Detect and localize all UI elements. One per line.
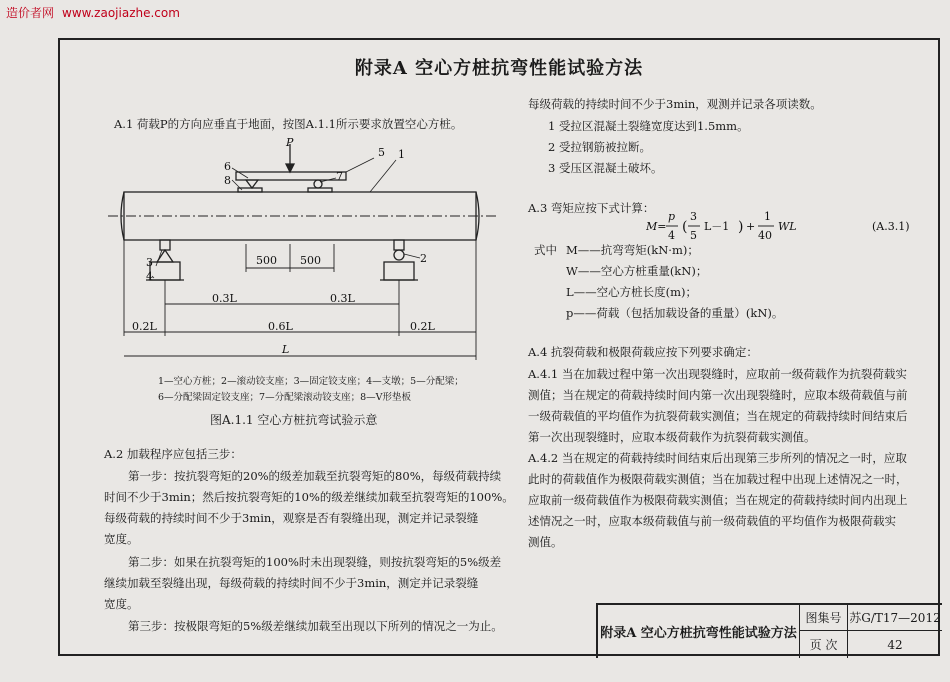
- legend-line-1: 1—空心方桩；2—滚动铰支座；3—固定铰支座；4—支墩；5—分配梁；: [158, 376, 464, 387]
- right-pier: [384, 262, 414, 280]
- label-2: 2: [420, 252, 427, 265]
- label-8: 8: [224, 174, 231, 187]
- atlas-label: 图集号: [800, 605, 848, 631]
- clause-a42: A.4.2 当在规定的荷载持续时间结束后出现第三步所列的情况之一时，应取 此时的荷载值作为极限荷载实测值；当在加载过程中出现上述情况之一时， 应取前一级荷载值作为极限荷载实测值；当在规定的荷载持续时间内出现上 述情况之一时，应取本级荷载值与前一级荷载值的平均值作为极限荷载实 测值。: [528, 451, 908, 549]
- v-shim-right: [308, 188, 332, 192]
- step-2: 第二步：如果在抗裂弯矩的100%时未出现裂缝，则按抗裂弯矩的5%级差 继续加载至裂缝出现，每级荷载的持续时间不少于3min，测定并记录裂缝 宽度。: [104, 555, 502, 611]
- step-1: 第一步：按抗裂弯矩的20%的级差加载至抗裂弯矩的80%，每级荷载持续 时间不少于3min；然后按抗裂弯矩的10%的级差继续加载至抗裂弯矩的100%。 每级荷载的持续时间不少于3min，观察是否有裂缝出现，测定并记录裂缝 宽度。: [104, 469, 514, 546]
- label-3: 3: [146, 256, 153, 269]
- svg-text:+: +: [746, 220, 756, 233]
- clause-a3: A.3 弯矩应按下式计算：: [528, 201, 655, 215]
- page-label: 页 次: [800, 631, 848, 658]
- beam-roller-support: [314, 180, 322, 188]
- label-p: P: [286, 136, 294, 149]
- right-plate: [394, 240, 404, 250]
- svg-text:5: 5: [690, 229, 697, 242]
- dim-0.3l-right: 0.3L: [330, 292, 355, 305]
- title-block: [596, 603, 942, 658]
- step-3: 第三步：按极限弯矩的5%级差继续加载至出现以下所列的情况之一为止。: [128, 619, 503, 633]
- beam-fixed-support: [246, 180, 258, 188]
- legend-line-2: 6—分配梁固定铰支座；7—分配梁滚动铰支座；8—V形垫板: [158, 392, 411, 403]
- watermark-url: www.zaojiazhe.com: [62, 6, 180, 20]
- dim-l: L: [282, 343, 290, 356]
- clause-a41: A.4.1 当在加载过程中第一次出现裂缝时，应取前一级荷载作为抗裂荷载实 测值；当在规定的荷载持续时间内第一次出现裂缝时，应取本级荷载值与前 一级荷载值的平均值作为抗裂荷载实测值；当在规定的荷载持续时间结束后 第一次出现裂缝时，应取本级荷载作为抗裂荷载实测值。: [528, 367, 908, 444]
- clause-a1: A.1 荷载P的方向应垂直于地面，按图A.1.1所示要求放置空心方桩。: [114, 117, 463, 131]
- title-block-caption: 附录A 空心方桩抗弯性能试验方法: [598, 605, 800, 658]
- svg-text:(: (: [682, 219, 688, 235]
- watermark-site: 造价者网: [6, 6, 55, 20]
- dim-0.2l-right: 0.2L: [410, 320, 435, 333]
- label-1: 1: [398, 148, 405, 161]
- where-label: 式中: [534, 243, 557, 257]
- watermark: [6, 4, 188, 21]
- label-7: 7: [336, 170, 343, 183]
- dim-500-left: 500: [256, 254, 277, 267]
- roller-hinge-support: [394, 250, 404, 260]
- atlas-number: 苏G/T17—2012: [848, 605, 942, 631]
- drawing-frame: [58, 38, 940, 656]
- dim-500-right: 500: [300, 254, 321, 267]
- page-number: 42: [887, 637, 903, 652]
- svg-text:L－1: L－1: [704, 220, 730, 233]
- distribution-beam: [236, 172, 346, 180]
- left-pier: [150, 262, 180, 280]
- symbol-definitions: M——抗弯弯矩(kN·m)； W——空心方桩重量(kN)； L——空心方桩长度(m)； p——荷载（包括加载设备的重量）(kN)。: [566, 243, 784, 320]
- svg-text:3: 3: [690, 210, 697, 223]
- dim-0.2l-left: 0.2L: [132, 320, 157, 333]
- left-plate: [160, 240, 170, 250]
- svg-text:): ): [738, 219, 744, 235]
- label-4: 4: [146, 270, 153, 283]
- svg-text:4: 4: [668, 229, 675, 242]
- svg-text:1: 1: [764, 210, 771, 223]
- right-intro: 每级荷载的持续时间不少于3min，观测并记录各项读数。: [528, 97, 822, 111]
- load-arrow: [286, 164, 294, 172]
- svg-text:p: p: [668, 210, 676, 223]
- clause-a4: A.4 抗裂荷载和极限荷载应按下列要求确定：: [528, 345, 758, 359]
- dim-0.6l: 0.6L: [268, 320, 293, 333]
- svg-text:(A.3.1): (A.3.1): [872, 220, 910, 233]
- failure-items: 1 受拉区混凝土裂缝宽度达到1.5mm。 2 受拉钢筋被拉断。 3 受压区混凝土破坏。: [548, 119, 749, 175]
- test-diagram: [60, 40, 500, 380]
- label-5: 5: [378, 146, 385, 159]
- page-title: 附录A 空心方桩抗弯性能试验方法: [354, 58, 644, 79]
- svg-text:40: 40: [758, 229, 772, 242]
- svg-text:M=: M=: [646, 220, 667, 233]
- label-6: 6: [224, 160, 231, 173]
- dim-0.3l-left: 0.3L: [212, 292, 237, 305]
- clause-a2: A.2 加载程序应包括三步：: [104, 447, 242, 461]
- svg-text:WL: WL: [778, 220, 797, 233]
- figure-caption: 图A.1.1 空心方桩抗弯试验示意: [210, 413, 378, 427]
